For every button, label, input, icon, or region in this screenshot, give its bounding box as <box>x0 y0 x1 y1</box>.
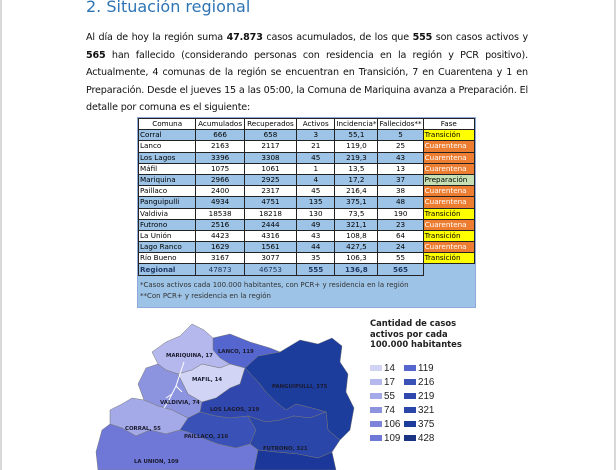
total-recuperados: 46753 <box>244 264 296 275</box>
cell-recuperados: 2444 <box>244 219 296 230</box>
page-edge-left <box>0 0 2 470</box>
map-label-panguipulli: PANGUIPULLI, 375 <box>272 384 328 390</box>
table-header-row <box>139 119 475 130</box>
commune-table <box>138 118 475 276</box>
cell-comuna: Valdivia <box>139 208 196 219</box>
cell-incidencia: 219,3 <box>335 152 378 163</box>
legend-swatch <box>404 435 416 441</box>
map-label-la-union: LA UNION, 109 <box>134 459 179 465</box>
legend-title-line: 100.000 habitantes <box>370 339 462 349</box>
cell-activos: 21 <box>297 141 335 152</box>
table-row <box>139 186 475 197</box>
legend-value: 14 <box>384 362 395 374</box>
legend-swatch <box>370 379 382 385</box>
legend-item <box>370 404 404 417</box>
legend-value: 375 <box>418 418 435 430</box>
cell-fase: Cuarentena <box>423 242 474 253</box>
header-comuna: Comuna <box>139 119 196 130</box>
cell-fallecidos: 5 <box>378 130 423 141</box>
cell-activos: 4 <box>297 174 335 185</box>
cell-acumulados: 3167 <box>196 253 245 264</box>
table-row <box>139 253 475 264</box>
legend-value: 55 <box>384 390 395 402</box>
legend-swatch <box>370 407 382 413</box>
cell-recuperados: 2317 <box>244 186 296 197</box>
cell-recuperados: 658 <box>244 130 296 141</box>
cell-comuna: Futrono <box>139 219 196 230</box>
legend-swatch <box>404 407 416 413</box>
active-cases: 555 <box>412 32 433 43</box>
legend-swatch <box>370 435 382 441</box>
cell-comuna: Lago Ranco <box>139 242 196 253</box>
total-acumulados: 47873 <box>196 264 245 275</box>
map-label-corral: CORRAL, 55 <box>125 426 161 432</box>
cell-recuperados: 18218 <box>244 208 296 219</box>
cell-activos: 44 <box>297 242 335 253</box>
cell-fallecidos: 43 <box>378 152 423 163</box>
cell-fallecidos: 13 <box>378 163 423 174</box>
legend-value: 321 <box>418 404 435 416</box>
legend-items <box>370 362 520 445</box>
map-svg <box>80 312 370 470</box>
cell-acumulados: 18538 <box>196 208 245 219</box>
table-row <box>139 130 475 141</box>
map-label-mariquina: MARIQUINA, 17 <box>166 353 213 359</box>
map-label-los-lagos: LOS LAGOS, 219 <box>210 407 260 413</box>
legend-item <box>370 390 404 403</box>
legend-value: 109 <box>384 432 401 444</box>
table-notes <box>140 280 409 302</box>
cell-recuperados: 2117 <box>244 141 296 152</box>
table-row <box>139 152 475 163</box>
cell-incidencia: 17,2 <box>335 174 378 185</box>
table-row <box>139 208 475 219</box>
legend-item <box>404 362 464 375</box>
cell-comuna: Máfil <box>139 163 196 174</box>
cell-fallecidos: 37 <box>378 174 423 185</box>
cell-incidencia: 375,1 <box>335 197 378 208</box>
cell-recuperados: 1061 <box>244 163 296 174</box>
table-row <box>139 141 475 152</box>
legend-swatch <box>370 365 382 371</box>
cell-activos: 45 <box>297 152 335 163</box>
legend-swatch <box>370 421 382 427</box>
cell-comuna: Río Bueno <box>139 253 196 264</box>
cell-incidencia: 73,5 <box>335 208 378 219</box>
cell-acumulados: 1629 <box>196 242 245 253</box>
total-incidencia: 136,8 <box>335 264 378 275</box>
cell-activos: 135 <box>297 197 335 208</box>
table-row <box>139 219 475 230</box>
total-fallecidos: 565 <box>378 264 423 275</box>
cell-fallecidos: 25 <box>378 141 423 152</box>
summary-paragraph <box>86 29 528 117</box>
region-map <box>80 312 370 470</box>
cell-fallecidos: 190 <box>378 208 423 219</box>
cell-acumulados: 2163 <box>196 141 245 152</box>
cell-fase: Transición <box>423 230 474 241</box>
cell-acumulados: 3396 <box>196 152 245 163</box>
legend-item <box>370 432 404 445</box>
map-label-paillaco: PAILLACO, 216 <box>184 434 229 440</box>
cell-acumulados: 2966 <box>196 174 245 185</box>
legend-item <box>404 432 464 445</box>
legend-value: 216 <box>418 376 435 388</box>
legend-swatch <box>404 365 416 371</box>
note-deaths: **Con PCR+ y residencia en la región <box>140 292 271 300</box>
cell-comuna: La Unión <box>139 230 196 241</box>
legend-item <box>370 418 404 431</box>
cell-comuna: Panguipulli <box>139 197 196 208</box>
deaths: 565 <box>86 49 106 61</box>
legend-value: 106 <box>384 418 401 430</box>
legend-title-line: Cantidad de casos <box>370 318 457 328</box>
legend-swatch <box>404 421 416 427</box>
legend-item <box>370 376 404 389</box>
table-row <box>139 163 475 174</box>
cell-fallecidos: 24 <box>378 242 423 253</box>
cell-fallecidos: 64 <box>378 230 423 241</box>
text-segment: Al día de hoy la región suma <box>86 32 227 43</box>
commune-table-container <box>137 117 476 308</box>
table-row <box>139 197 475 208</box>
cell-activos: 49 <box>297 219 335 230</box>
section-heading: 2. Situación regional <box>86 0 251 16</box>
cell-fallecidos: 38 <box>378 186 423 197</box>
cell-fallecidos: 23 <box>378 219 423 230</box>
legend-title-line: activos por cada <box>370 328 448 339</box>
cell-acumulados: 666 <box>196 130 245 141</box>
header-recuperados: Recuperados <box>244 119 296 130</box>
cell-incidencia: 427,5 <box>335 242 378 253</box>
cell-fase: Transición <box>423 130 474 141</box>
legend-item <box>404 390 464 403</box>
cell-fase: Transición <box>423 253 474 264</box>
cell-recuperados: 3077 <box>244 253 296 264</box>
cell-fase: Cuarentena <box>423 163 474 174</box>
cell-recuperados: 4751 <box>244 197 296 208</box>
total-activos: 555 <box>297 264 335 275</box>
table-row <box>139 242 475 253</box>
legend-value: 219 <box>418 390 435 402</box>
map-label-futrono: FUTRONO, 321 <box>263 446 308 452</box>
cell-fase: Transición <box>423 208 474 219</box>
cell-incidencia: 321,1 <box>335 219 378 230</box>
cell-recuperados: 4316 <box>244 230 296 241</box>
header-acumulados: Acumulados <box>196 119 245 130</box>
cell-incidencia: 108,8 <box>335 230 378 241</box>
cell-fase: Cuarentena <box>423 152 474 163</box>
header-incidencia: Incidencia* <box>336 119 377 129</box>
cell-acumulados: 4423 <box>196 230 245 241</box>
table-row <box>139 174 475 185</box>
cell-comuna: Paillaco <box>139 186 196 197</box>
legend-swatch <box>404 379 416 385</box>
legend-value: 17 <box>384 376 395 388</box>
legend-value: 119 <box>418 362 434 374</box>
cell-fase: Cuarentena <box>423 197 474 208</box>
text-segment: casos acumulados, de los que <box>262 32 413 43</box>
cell-acumulados: 1075 <box>196 163 245 174</box>
total-fase-empty <box>423 264 474 275</box>
text-segment: han fallecido (considerando personas con residencia en la región y PCR positivo). Actualmente, 4 comunas de la región se encuentran en Transición, 7 en Cuarentena y 1 en Preparación. Desde el jueves 15 a las 05:00, la Comuna de Mariquina avanza a Preparación. El detalle por comuna es el siguiente: <box>86 49 528 114</box>
cell-acumulados: 2516 <box>196 219 245 230</box>
legend-value: 428 <box>418 432 435 444</box>
cell-fallecidos: 55 <box>378 253 423 264</box>
map-label-mafil: MAFIL, 14 <box>192 377 223 383</box>
table-row <box>139 230 475 241</box>
cell-acumulados: 2400 <box>196 186 245 197</box>
header-activos: Activos <box>297 119 335 130</box>
cell-recuperados: 1561 <box>244 242 296 253</box>
legend-swatch <box>370 393 382 399</box>
header-fallecidos: Fallecidos** <box>379 119 422 129</box>
cell-activos: 43 <box>297 230 335 241</box>
cell-comuna: Los Lagos <box>139 152 196 163</box>
cell-incidencia: 55,1 <box>335 130 378 141</box>
legend-item <box>404 376 464 389</box>
text-segment: son casos activos y <box>432 32 528 43</box>
header-fase: Fase <box>423 119 474 130</box>
total-cases: 47.873 <box>226 32 263 43</box>
cell-comuna: Mariquina <box>139 174 196 185</box>
cell-activos: 130 <box>297 208 335 219</box>
cell-fallecidos: 48 <box>378 197 423 208</box>
total-comuna: Regional <box>139 264 196 275</box>
cell-recuperados: 3308 <box>244 152 296 163</box>
cell-fase: Cuarentena <box>423 186 474 197</box>
legend-title <box>370 318 520 350</box>
cell-comuna: Corral <box>139 130 196 141</box>
cell-incidencia: 106,3 <box>335 253 378 264</box>
cell-recuperados: 2925 <box>244 174 296 185</box>
legend-item <box>404 418 464 431</box>
cell-activos: 45 <box>297 186 335 197</box>
cell-fase: Preparación <box>423 174 474 185</box>
cell-activos: 1 <box>297 163 335 174</box>
cell-activos: 3 <box>297 130 335 141</box>
cell-activos: 35 <box>297 253 335 264</box>
cell-fase: Cuarentena <box>423 219 474 230</box>
legend-item <box>370 362 404 375</box>
legend-swatch <box>404 393 416 399</box>
cell-comuna: Lanco <box>139 141 196 152</box>
cell-incidencia: 119,0 <box>335 141 378 152</box>
note-incidence: *Casos activos cada 100.000 habitantes, con PCR+ y residencia en la región <box>140 281 409 289</box>
map-legend <box>370 318 520 445</box>
cell-incidencia: 216,4 <box>335 186 378 197</box>
legend-item <box>404 404 464 417</box>
cell-acumulados: 4934 <box>196 197 245 208</box>
map-label-lanco: LANCO, 119 <box>218 349 254 355</box>
cell-fase: Cuarentena <box>423 141 474 152</box>
cell-incidencia: 13,5 <box>335 163 378 174</box>
legend-value: 74 <box>384 404 395 416</box>
table-total-row <box>139 264 475 275</box>
map-label-valdivia: VALDIVIA, 74 <box>160 400 200 406</box>
